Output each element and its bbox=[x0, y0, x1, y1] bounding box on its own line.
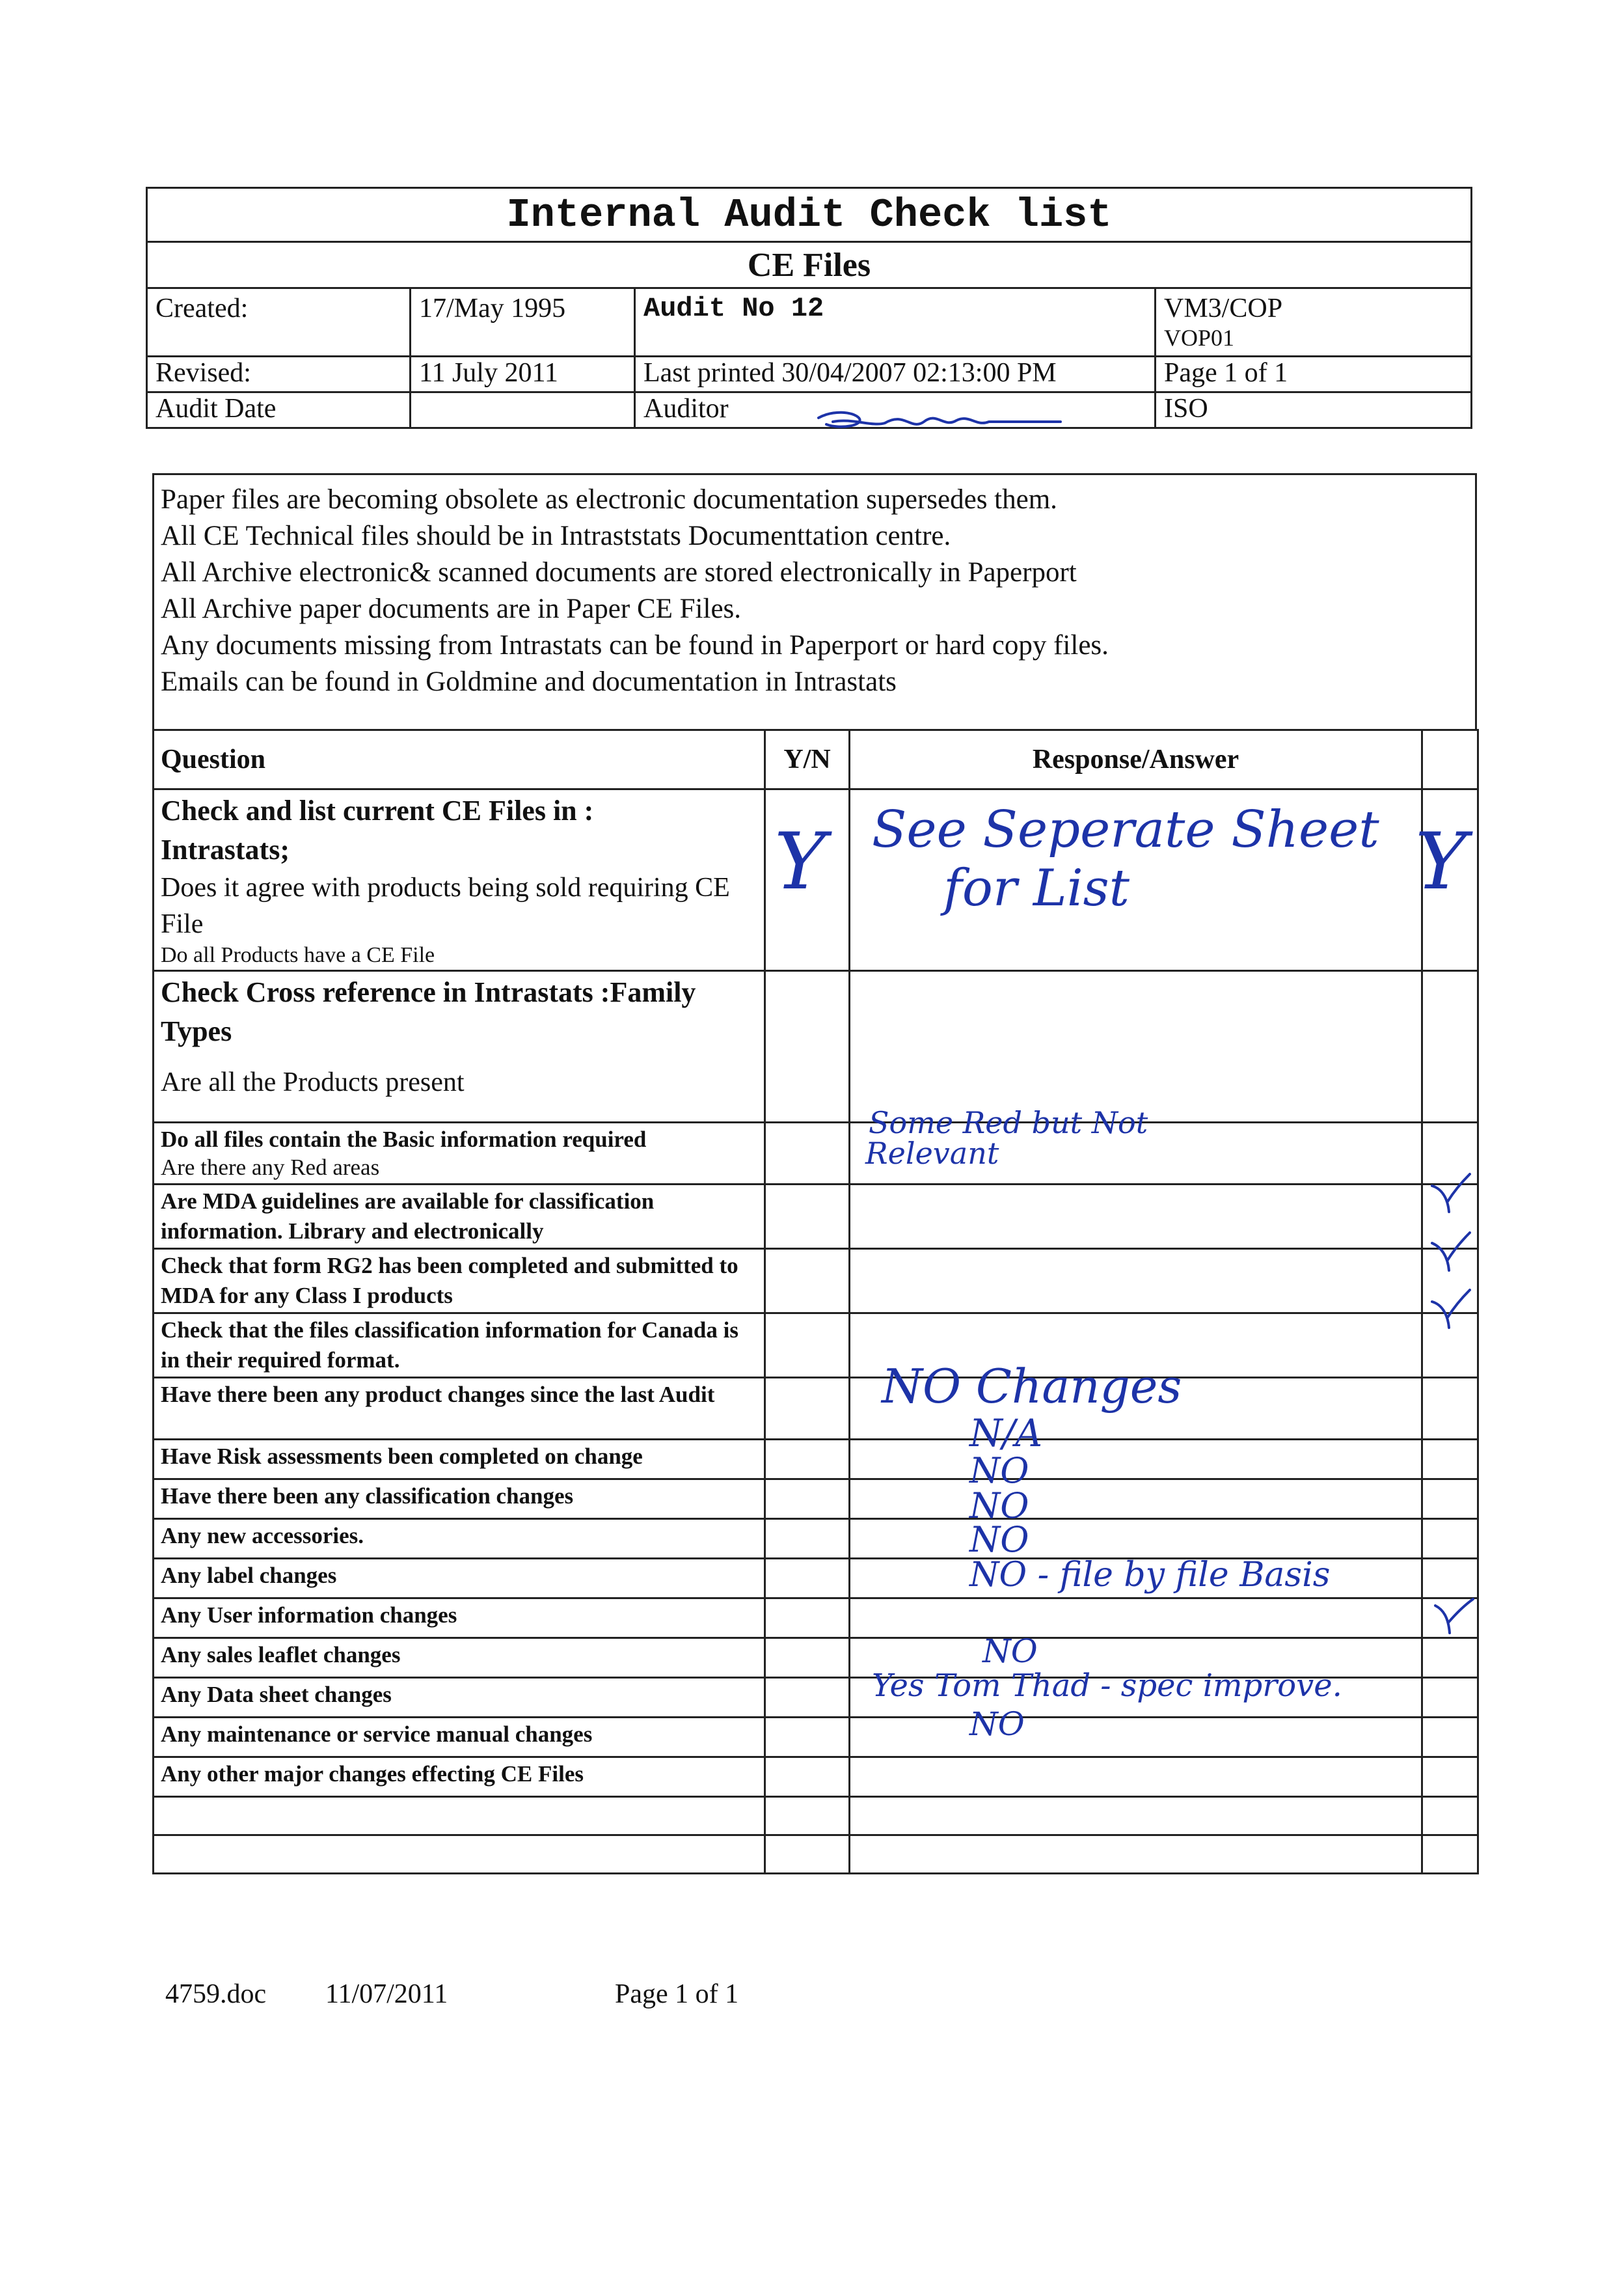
footer-date: 11/07/2011 bbox=[325, 1979, 448, 2009]
document-title: Internal Audit Check list bbox=[147, 188, 1472, 242]
intro-line: Paper files are becoming obsolete as electronic documentation supersedes them. bbox=[161, 484, 1057, 515]
handwritten-response-q1-line2: for List bbox=[943, 859, 1130, 918]
document-subtitle: CE Files bbox=[147, 242, 1472, 288]
question-text: Have there been any product changes since the last Audit bbox=[161, 1382, 715, 1407]
question-text: Does it agree with products being sold requiring CE File bbox=[161, 873, 730, 939]
table-row bbox=[154, 1440, 1478, 1479]
check-cell bbox=[1422, 1440, 1478, 1479]
created-date: 17/May 1995 bbox=[411, 288, 635, 357]
question-cell bbox=[154, 1249, 765, 1313]
table-row bbox=[154, 1797, 1478, 1835]
table-row bbox=[154, 1378, 1478, 1440]
audit-number: Audit No 12 bbox=[635, 288, 1156, 357]
check-cell bbox=[1422, 1378, 1478, 1440]
created-label: Created: bbox=[147, 288, 411, 357]
intro-line: All CE Technical files should be in Intraststats Documenttation centre. bbox=[161, 521, 951, 551]
table-header-row bbox=[154, 730, 1478, 789]
yn-cell bbox=[765, 1718, 850, 1757]
check-cell bbox=[1422, 1678, 1478, 1718]
yn-cell bbox=[765, 1559, 850, 1598]
response-cell bbox=[850, 1440, 1422, 1479]
question-text: Are all the Products present bbox=[161, 1067, 465, 1097]
question-text: Do all files contain the Basic information required bbox=[161, 1127, 647, 1152]
yn-cell bbox=[765, 1678, 850, 1718]
check-cell bbox=[1422, 1519, 1478, 1559]
question-text: Check that the files classification information for Canada is in their required format. bbox=[161, 1317, 738, 1373]
yn-cell bbox=[765, 971, 850, 1123]
handwritten-tick-q4 bbox=[1428, 1172, 1474, 1217]
table-row bbox=[154, 1598, 1478, 1638]
table-row bbox=[154, 1123, 1478, 1185]
question-text: Have Risk assessments been completed on change bbox=[161, 1444, 643, 1469]
question-cell bbox=[154, 1678, 765, 1718]
handwritten-response-q15: Yes Tom Thad - spec improve. bbox=[872, 1667, 1342, 1704]
handwritten-response-q9: NO bbox=[969, 1450, 1029, 1491]
table-row bbox=[154, 1479, 1478, 1519]
question-text: Are MDA guidelines are available for classification information. Library and electronically bbox=[161, 1188, 655, 1244]
question-cell bbox=[154, 1313, 765, 1378]
yn-cell bbox=[765, 1313, 850, 1378]
response-cell bbox=[850, 1519, 1422, 1559]
handwritten-response-q3-line1: Some Red but Not bbox=[869, 1105, 1148, 1140]
question-cell bbox=[154, 1638, 765, 1678]
handwritten-response-q3-line2: Relevant bbox=[865, 1136, 999, 1171]
question-text: Any other major changes effecting CE Files bbox=[161, 1761, 584, 1787]
handwritten-response-q12: NO - file by file Basis bbox=[969, 1556, 1331, 1595]
header-table bbox=[146, 187, 1472, 429]
table-row bbox=[154, 1835, 1478, 1874]
question-text: Are there any Red areas bbox=[161, 1155, 380, 1180]
question-cell bbox=[154, 1757, 765, 1797]
response-cell bbox=[850, 1598, 1422, 1638]
iso-label: ISO bbox=[1156, 392, 1472, 428]
question-cell bbox=[154, 1598, 765, 1638]
table-row bbox=[154, 1757, 1478, 1797]
handwritten-response-q10: NO bbox=[969, 1485, 1029, 1526]
handwritten-tick-q6 bbox=[1428, 1287, 1474, 1333]
question-cell bbox=[154, 1797, 765, 1835]
document-reference bbox=[1156, 288, 1472, 357]
doc-ref-line-1: VM3/COP bbox=[1164, 294, 1283, 323]
response-cell bbox=[850, 1757, 1422, 1797]
question-cell bbox=[154, 1835, 765, 1874]
handwritten-response-q14: NO bbox=[982, 1632, 1038, 1670]
column-header-response: Response/Answer bbox=[850, 730, 1422, 789]
question-cell bbox=[154, 1519, 765, 1559]
check-cell bbox=[1422, 1718, 1478, 1757]
auditor-label: Auditor bbox=[643, 394, 729, 424]
response-cell bbox=[850, 1797, 1422, 1835]
table-row bbox=[154, 1313, 1478, 1378]
question-text: Any label changes bbox=[161, 1563, 337, 1588]
check-cell bbox=[1422, 1479, 1478, 1519]
question-text: Have there been any classification changes bbox=[161, 1483, 574, 1509]
yn-cell bbox=[765, 1123, 850, 1185]
doc-ref-line-2: VOP01 bbox=[1164, 325, 1235, 351]
yn-cell bbox=[765, 1249, 850, 1313]
handwritten-response-q8: N/A bbox=[969, 1411, 1043, 1455]
table-row bbox=[154, 1718, 1478, 1757]
yn-cell bbox=[765, 1440, 850, 1479]
check-cell bbox=[1422, 1559, 1478, 1598]
column-header-yn: Y/N bbox=[765, 730, 850, 789]
intro-text-box bbox=[152, 473, 1477, 731]
audit-date-label: Audit Date bbox=[147, 392, 411, 428]
question-text: Any Data sheet changes bbox=[161, 1682, 392, 1707]
question-text: Any maintenance or service manual changes bbox=[161, 1721, 593, 1747]
question-cell bbox=[154, 1479, 765, 1519]
response-cell bbox=[850, 1249, 1422, 1313]
table-row bbox=[154, 971, 1478, 1123]
table-row bbox=[154, 1185, 1478, 1249]
question-cell bbox=[154, 971, 765, 1123]
question-cell bbox=[154, 789, 765, 971]
check-cell bbox=[1422, 971, 1478, 1123]
handwritten-yn-q1: Y bbox=[774, 817, 826, 907]
handwritten-response-q11: NO bbox=[969, 1519, 1029, 1560]
response-cell bbox=[850, 1185, 1422, 1249]
column-header-question: Question bbox=[154, 730, 765, 789]
question-text: Check that form RG2 has been completed and submitted to MDA for any Class I products bbox=[161, 1253, 738, 1308]
question-text: Check and list current CE Files in : bbox=[161, 795, 594, 827]
question-cell bbox=[154, 1378, 765, 1440]
intro-line: Any documents missing from Intrastats can be found in Paperport or hard copy files. bbox=[161, 630, 1109, 661]
table-row bbox=[154, 1249, 1478, 1313]
page-number: Page 1 of 1 bbox=[1156, 357, 1472, 392]
yn-cell bbox=[765, 1835, 850, 1874]
revised-label: Revised: bbox=[147, 357, 411, 392]
revised-date: 11 July 2011 bbox=[411, 357, 635, 392]
yn-cell bbox=[765, 1519, 850, 1559]
footer-page: Page 1 of 1 bbox=[615, 1979, 739, 2009]
handwritten-tick-q13 bbox=[1431, 1598, 1477, 1637]
intro-line: All Archive paper documents are in Paper CE Files. bbox=[161, 594, 742, 624]
handwritten-response-q1-line1: See Seperate Sheet bbox=[872, 801, 1379, 859]
intro-line: Emails can be found in Goldmine and documentation in Intrastats bbox=[161, 666, 897, 697]
question-cell bbox=[154, 1123, 765, 1185]
question-cell bbox=[154, 1440, 765, 1479]
question-text: Do all Products have a CE File bbox=[161, 943, 435, 967]
column-header-check bbox=[1422, 730, 1478, 789]
response-cell bbox=[850, 1479, 1422, 1519]
question-cell bbox=[154, 1718, 765, 1757]
yn-cell bbox=[765, 1185, 850, 1249]
auditor-signature bbox=[813, 398, 1074, 437]
yn-cell bbox=[765, 1378, 850, 1440]
response-cell bbox=[850, 971, 1422, 1123]
question-text: Any User information changes bbox=[161, 1602, 457, 1628]
response-cell bbox=[850, 1718, 1422, 1757]
yn-cell bbox=[765, 1598, 850, 1638]
question-text: Any sales leaflet changes bbox=[161, 1642, 401, 1667]
footer-filename: 4759.doc bbox=[165, 1979, 267, 2009]
question-text: Check Cross reference in Intrastats :Family Types bbox=[161, 976, 696, 1047]
yn-cell bbox=[765, 1479, 850, 1519]
yn-cell bbox=[765, 1638, 850, 1678]
audit-date-value bbox=[411, 392, 635, 428]
handwritten-response-q16: NO bbox=[969, 1705, 1025, 1743]
check-cell bbox=[1422, 1797, 1478, 1835]
check-cell bbox=[1422, 1638, 1478, 1678]
question-cell bbox=[154, 1559, 765, 1598]
question-cell bbox=[154, 1185, 765, 1249]
check-cell bbox=[1422, 1757, 1478, 1797]
question-text: Any new accessories. bbox=[161, 1523, 364, 1548]
check-cell bbox=[1422, 1835, 1478, 1874]
intro-line: All Archive electronic& scanned documents are stored electronically in Paperport bbox=[161, 557, 1077, 588]
handwritten-response-q7: NO Changes bbox=[882, 1359, 1182, 1414]
question-text: Intrastats; bbox=[161, 834, 290, 866]
response-cell bbox=[850, 1835, 1422, 1874]
last-printed: Last printed 30/04/2007 02:13:00 PM bbox=[635, 357, 1156, 392]
handwritten-check-q1: Y bbox=[1415, 817, 1467, 907]
handwritten-tick-q5 bbox=[1428, 1230, 1474, 1276]
yn-cell bbox=[765, 1797, 850, 1835]
table-row bbox=[154, 1519, 1478, 1559]
yn-cell bbox=[765, 1757, 850, 1797]
